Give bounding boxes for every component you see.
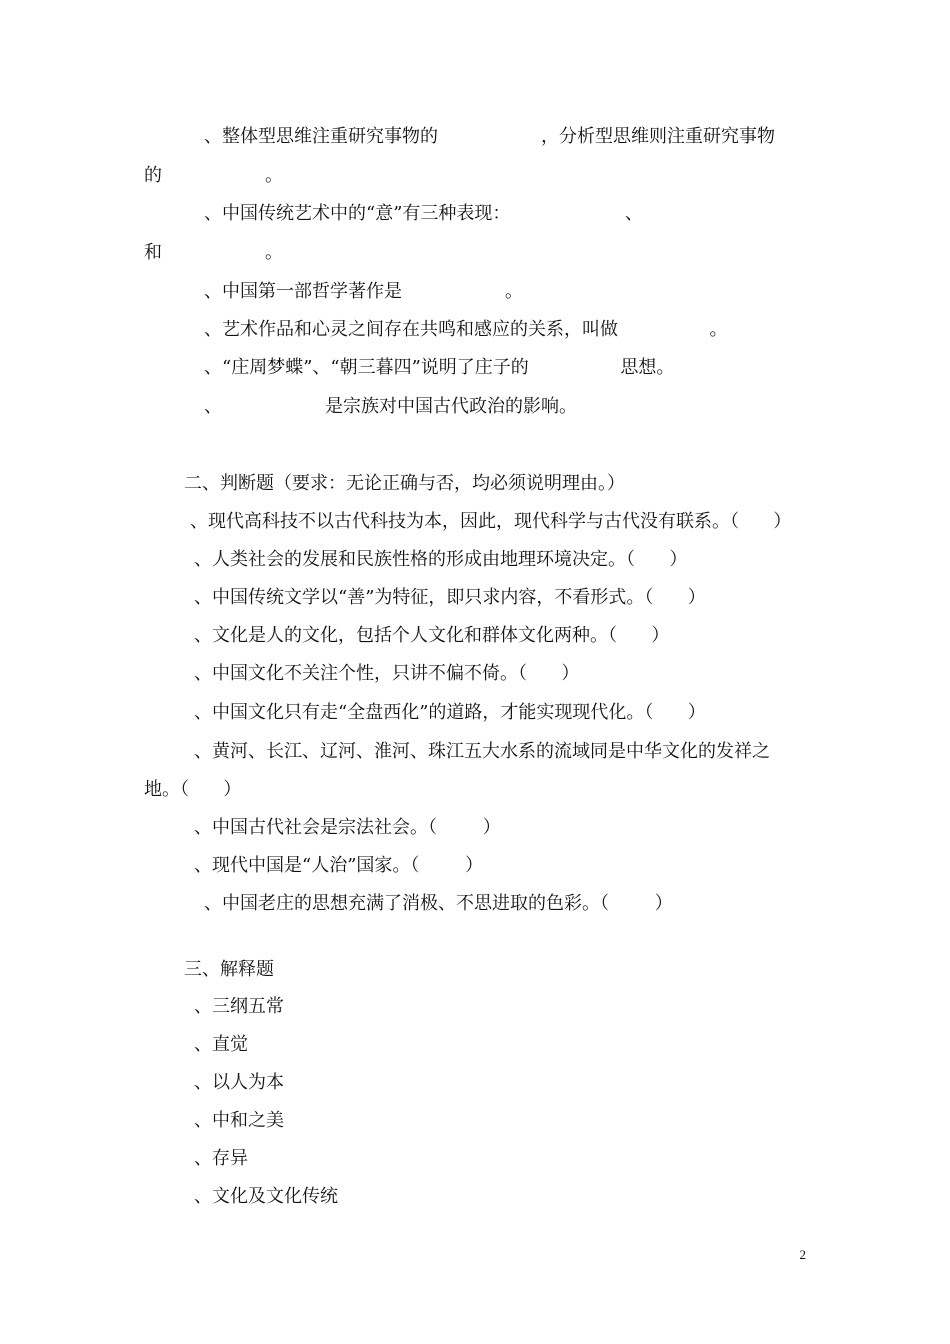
fill-in-line-6: 、 是宗族对中国古代政治的影响。	[204, 396, 577, 417]
judgment-item-3: 、中国传统文学以“善”为特征，即只求内容，不看形式。（ ）	[194, 587, 706, 608]
fill-in-line-2: 、中国传统艺术中的“意”有三种表现： 、	[204, 203, 643, 224]
judgment-item-5: 、中国文化不关注个性，只讲不偏不倚。（ ）	[194, 663, 580, 684]
judgment-item-10: 、中国老庄的思想充满了消极、不思进取的色彩。（ ）	[204, 893, 673, 914]
explanation-item-3: 、以人为本	[194, 1072, 284, 1093]
fill-in-line-2-continued: 和 。	[144, 242, 283, 263]
judgment-item-9: 、现代中国是“人治”国家。（ ）	[194, 855, 484, 876]
fill-in-line-5: 、“庄周梦蝶”、“朝三暮四”说明了庄子的 思想。	[204, 357, 675, 378]
judgment-item-7-continued: 地。（ ）	[144, 779, 242, 800]
fill-in-line-1: 、整体型思维注重研究事物的 ，分析型思维则注重研究事物	[204, 126, 775, 147]
explanation-item-1: 、三纲五常	[194, 996, 284, 1017]
page-number: 2	[799, 1247, 806, 1262]
fill-in-line-4: 、艺术作品和心灵之间存在共鸣和感应的关系，叫做 。	[204, 319, 728, 340]
fill-in-line-3: 、中国第一部哲学著作是 。	[204, 281, 523, 302]
explanation-item-4: 、中和之美	[194, 1110, 284, 1131]
judgment-item-4: 、文化是人的文化，包括个人文化和群体文化两种。（ ）	[194, 625, 670, 646]
explanation-item-2: 、直觉	[194, 1034, 248, 1055]
fill-in-line-1-continued: 的 。	[144, 165, 283, 186]
judgment-item-8: 、中国古代社会是宗法社会。（ ）	[194, 817, 501, 838]
judgment-item-1: 、现代高科技不以古代科技为本，因此，现代科学与古代没有联系。（ ）	[190, 511, 792, 532]
judgment-item-7: 、黄河、长江、辽河、淮河、珠江五大水系的流域同是中华文化的发祥之	[194, 741, 770, 762]
explanation-item-5: 、存异	[194, 1148, 248, 1169]
explanation-item-6: 、文化及文化传统	[194, 1186, 338, 1207]
judgment-heading: 二、判断题（要求：无论正确与否，均必须说明理由。）	[184, 473, 625, 494]
judgment-item-6: 、中国文化只有走“全盘西化”的道路，才能实现现代化。（ ）	[194, 702, 706, 723]
judgment-item-2: 、人类社会的发展和民族性格的形成由地理环境决定。（ ）	[194, 549, 688, 570]
explanation-heading: 三、解释题	[184, 959, 274, 980]
